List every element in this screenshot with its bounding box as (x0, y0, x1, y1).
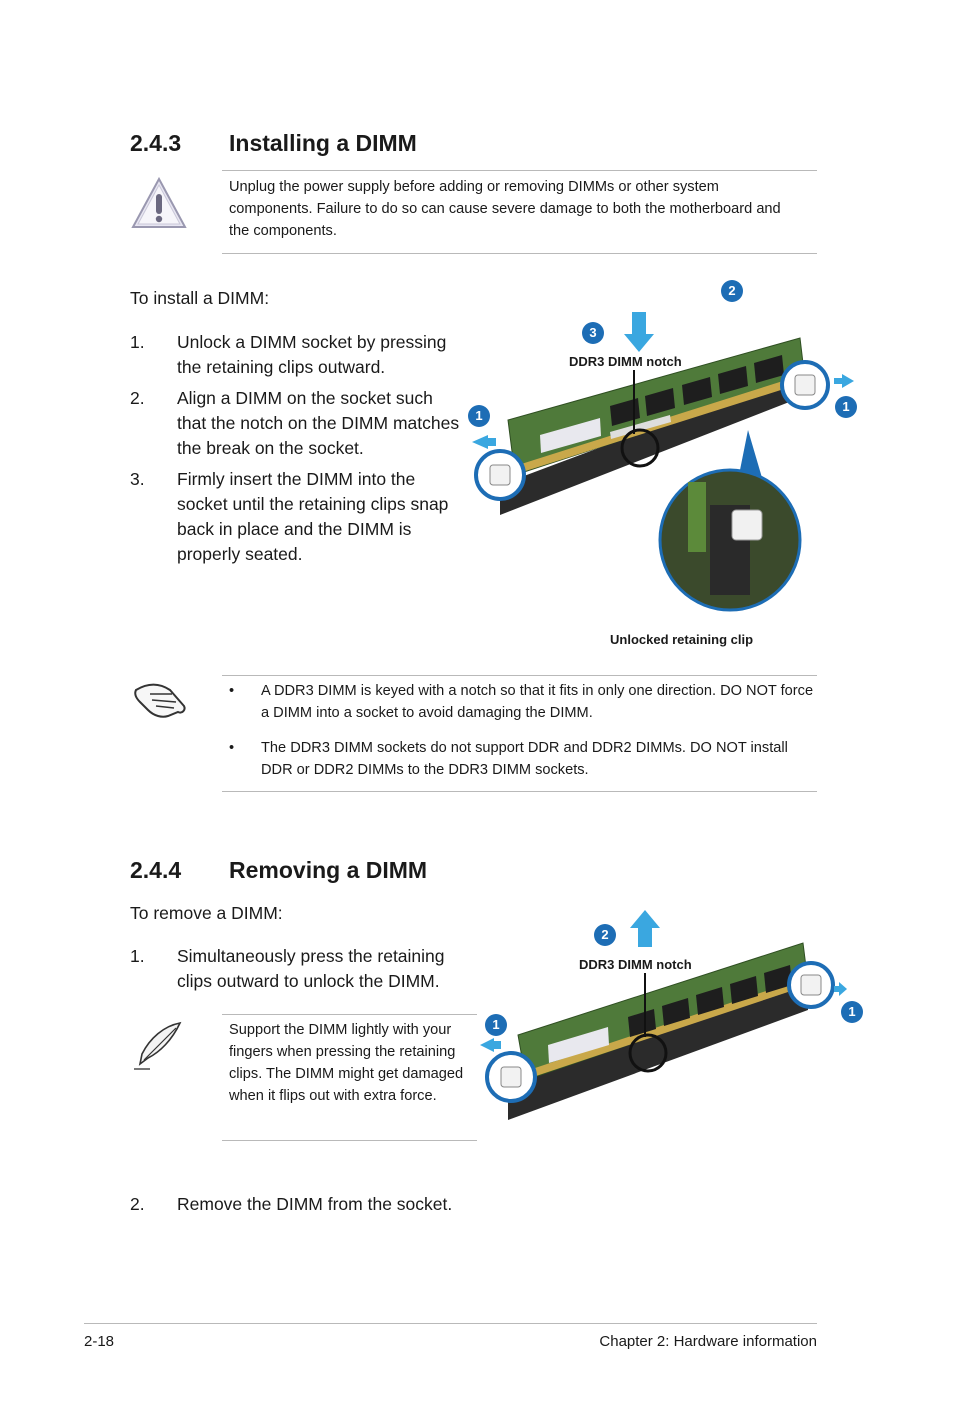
unlocked-clip-label: Unlocked retaining clip (610, 632, 754, 647)
note-hand-icon (132, 676, 188, 722)
install-dimm-figure (460, 270, 840, 650)
tip-rule-top (222, 1014, 477, 1015)
section-title: Removing a DIMM (229, 857, 428, 883)
footer-rule (84, 1323, 817, 1324)
remove-badge-2: 2 (594, 924, 616, 946)
note-rule-top (222, 675, 817, 676)
install-intro: To install a DIMM: (130, 288, 270, 308)
remove-step-1: 1. Simultaneously press the retaining clips outward to unlock the DIMM. (130, 946, 445, 991)
install-badge-3: 3 (582, 322, 604, 344)
section-heading-install (130, 130, 630, 160)
tip-text: Support the DIMM lightly with your fingers when pressing the retaining clips. The DIMM might get damaged when it flips out with extra force. (229, 1022, 464, 1104)
page-number: 2-18 (84, 1333, 115, 1350)
feather-pen-icon (130, 1020, 184, 1072)
install-badge-1-right: 1 (835, 396, 857, 418)
tip-rule-bottom (222, 1140, 477, 1141)
install-notch-label: DDR3 DIMM notch (569, 354, 682, 369)
install-right-arrow-icon (834, 374, 854, 388)
remove-notch-label: DDR3 DIMM notch (579, 957, 692, 972)
install-badge-2: 2 (721, 280, 743, 302)
note-item-1: • A DDR3 DIMM is keyed with a notch so that it fits in only one direction. DO NOT force a DIMM into a socket to avoid damaging the DIMM. (229, 683, 814, 721)
caution-text: Unplug the power supply before adding or removing DIMMs or other system components. Failure to do so can cause severe damage to both the motherboard and the components. (229, 179, 781, 239)
remove-badge-1-right: 1 (841, 1001, 863, 1023)
caution-icon (130, 175, 188, 231)
caution-rule-top (222, 170, 817, 171)
install-step-1: 1. Unlock a DIMM socket by pressing the retaining clips outward. (130, 332, 447, 377)
install-step-3: 3. Firmly insert the DIMM into the socket until the retaining clips snap back in place and the DIMM is properly seated. (130, 469, 449, 564)
install-step-2: 2. Align a DIMM on the socket such that the notch on the DIMM matches the break on the socket. (130, 388, 460, 458)
section-heading-remove (130, 857, 630, 887)
note-rule-bottom (222, 791, 817, 792)
section-title: Installing a DIMM (229, 130, 417, 156)
section-number: 2.4.3 (130, 130, 182, 156)
remove-step-2: 2. Remove the DIMM from the socket. (130, 1194, 453, 1214)
note-item-2: • The DDR3 DIMM sockets do not support DDR and DDR2 DIMMs. DO NOT install DDR or DDR2 DIMMs to the DDR3 DIMM sockets. (229, 740, 788, 778)
section-number: 2.4.4 (130, 857, 182, 883)
caution-rule-bottom (222, 253, 817, 254)
remove-badge-1-left: 1 (485, 1014, 507, 1036)
remove-dimm-figure (478, 905, 848, 1135)
chapter-title: Chapter 2: Hardware information (599, 1333, 817, 1350)
remove-intro: To remove a DIMM: (130, 903, 283, 923)
install-badge-1-left: 1 (468, 405, 490, 427)
